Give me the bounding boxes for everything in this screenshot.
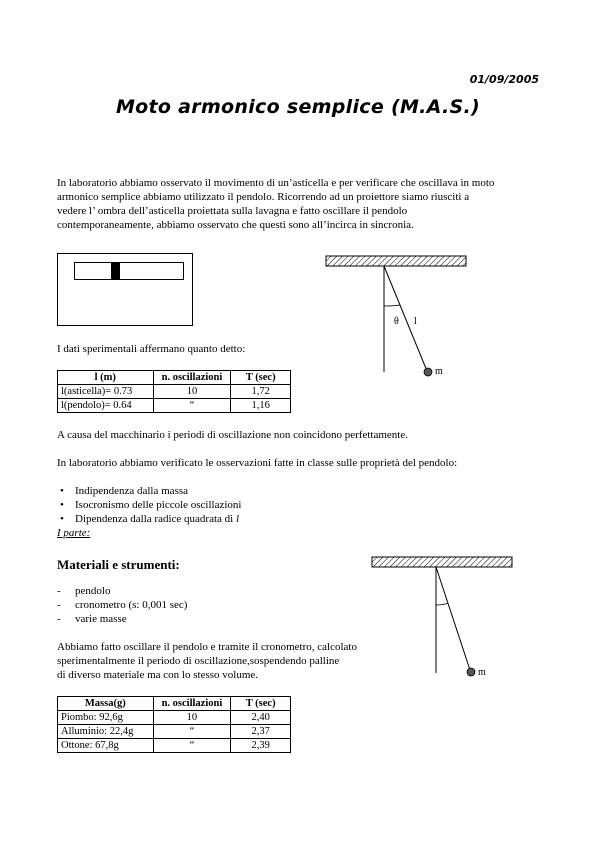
data-intro: I dati sperimentali affermano quanto detto:	[57, 343, 246, 355]
list-item: • Isocronismo delle piccole oscillazioni	[60, 499, 242, 511]
angle-arc	[384, 305, 400, 306]
list-item: • Dipendenza dalla radice quadrata di l	[60, 513, 240, 525]
projector-diagram	[57, 253, 193, 326]
pendulum-support	[326, 256, 466, 266]
table-header-row	[58, 371, 291, 385]
table-row	[58, 725, 291, 739]
pendulum-diagram-1	[320, 250, 480, 380]
table-cell: 2,40	[231, 711, 291, 725]
mass-period-table	[57, 696, 291, 753]
procedure-paragraph	[57, 640, 397, 682]
table-cell: “	[153, 739, 231, 753]
pendulum-string	[436, 567, 470, 670]
table-row	[58, 385, 291, 399]
document-title: Moto armonico semplice (M.A.S.)	[115, 96, 481, 118]
column-header: l (m)	[58, 371, 154, 385]
pendulum-bob	[467, 668, 475, 676]
table-cell: 10	[153, 711, 231, 725]
length-variable: l	[235, 513, 240, 525]
column-header: T (sec)	[231, 697, 291, 711]
table-cell: l(pendolo)= 0.64	[58, 399, 154, 413]
table-row	[58, 739, 291, 753]
intro-line: vedere l’ ombra dell’asticella proiettata sulla lavagna e fatto oscillare il pendolo	[57, 205, 408, 217]
table-cell: 2,37	[231, 725, 291, 739]
list-item: - cronometro (s: 0,001 sec)	[57, 599, 188, 611]
table-cell: 10	[153, 385, 231, 399]
table-cell: 1,16	[231, 399, 291, 413]
column-header: T (sec)	[231, 371, 291, 385]
table-row	[58, 399, 291, 413]
note-properties-intro: In laboratorio abbiamo verificato le osservazioni fatte in classe sulle proprietà del pendolo:	[57, 457, 458, 469]
theta-label: θ	[394, 316, 399, 327]
materials-list	[57, 584, 307, 626]
column-header: n. oscillazioni	[153, 371, 231, 385]
list-item: - varie masse	[57, 613, 127, 625]
list-item: - pendolo	[57, 585, 111, 597]
pendulum-support	[372, 557, 512, 567]
procedure-line: Abbiamo fatto oscillare il pendolo e tramite il cronometro, calcolato	[57, 641, 357, 653]
mass-label: m	[478, 667, 486, 678]
column-header: n. oscillazioni	[153, 697, 231, 711]
procedure-line: sperimentalmente il periodo di oscillazione,sospendendo palline	[57, 655, 340, 667]
intro-line: contemporaneamente, abbiamo osservato che questi sono all’incirca in sincronia.	[57, 219, 414, 231]
length-label: l	[414, 316, 417, 327]
bullet-icon: •	[60, 499, 64, 511]
properties-list	[57, 484, 357, 526]
note-machine: A causa del macchinario i periodi di oscillazione non coincidono perfettamente.	[57, 429, 408, 441]
document-date: 01/09/2005	[469, 73, 539, 86]
stick-marker	[111, 262, 120, 280]
table-cell: Alluminio: 22,4g	[58, 725, 154, 739]
angle-arc	[436, 603, 448, 605]
mass-label: m	[435, 366, 443, 377]
table-cell: “	[153, 399, 231, 413]
part-heading: I parte:	[57, 527, 91, 539]
intro-paragraph	[57, 176, 547, 232]
intro-line: armonico semplice abbiamo utilizzato il pendolo. Ricorrendo ad un proiettore siamo riusciti a	[57, 191, 470, 203]
column-header: Massa(g)	[58, 697, 154, 711]
list-item: • Indipendenza dalla massa	[60, 485, 189, 497]
table-cell: Piombo: 92,6g	[58, 711, 154, 725]
pendulum-bob	[424, 368, 432, 376]
table-row	[58, 711, 291, 725]
bullet-icon: •	[60, 485, 64, 497]
bullet-icon: •	[60, 513, 64, 525]
length-period-table	[57, 370, 291, 413]
table-cell: 1,72	[231, 385, 291, 399]
intro-line: In laboratorio abbiamo osservato il movimento di un’asticella e per verificare che oscillava in moto	[57, 177, 495, 189]
table-cell: “	[153, 725, 231, 739]
table-header-row	[58, 697, 291, 711]
table-cell: Ottone: 67,8g	[58, 739, 154, 753]
procedure-line: di diverso materiale ma con lo stesso volume.	[57, 669, 259, 681]
table-cell: 2,39	[231, 739, 291, 753]
table-cell: l(asticella)= 0.73	[58, 385, 154, 399]
stick-shadow	[74, 262, 184, 280]
materials-heading: Materiali e strumenti:	[57, 557, 180, 572]
